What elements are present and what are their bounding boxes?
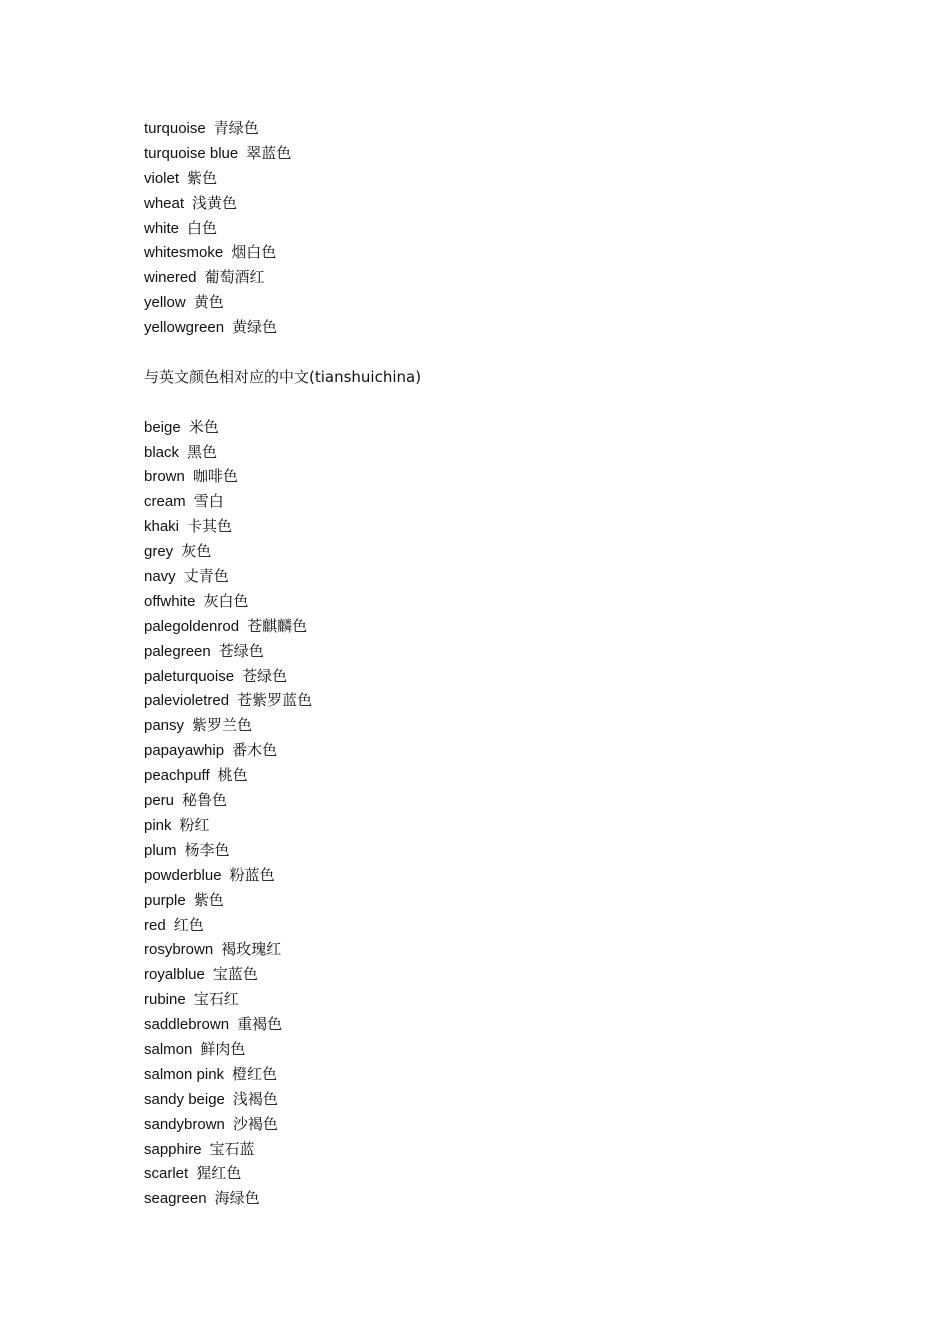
list-item xyxy=(144,838,864,863)
chinese-color-name: 黄绿色 xyxy=(232,318,278,337)
english-color-name: turquoise xyxy=(144,120,206,137)
english-color-name: grey xyxy=(144,543,174,561)
list-item xyxy=(144,614,864,639)
chinese-color-name: 苍绿色 xyxy=(242,666,288,685)
english-color-name: palevioletred xyxy=(144,692,230,710)
english-color-name: rubine xyxy=(144,991,186,1009)
chinese-color-name: 橙红色 xyxy=(232,1064,278,1083)
list-item xyxy=(144,788,864,813)
english-color-name: palegreen xyxy=(144,642,211,660)
list-item xyxy=(144,1186,864,1211)
list-item xyxy=(144,141,864,166)
list-item xyxy=(144,1062,864,1087)
color-list-continued xyxy=(144,116,864,340)
list-item xyxy=(144,639,864,664)
english-color-name: brown xyxy=(144,468,185,486)
english-color-name: sandybrown xyxy=(144,1115,225,1133)
section-heading: 与英文颜色相对应的中文(tianshuichina) xyxy=(144,367,422,386)
chinese-color-name: 黑色 xyxy=(187,442,218,461)
chinese-color-name: 沙褐色 xyxy=(232,1114,278,1133)
english-color-name: salmon xyxy=(144,1040,193,1058)
english-color-name: purple xyxy=(144,891,186,909)
list-item xyxy=(144,813,864,838)
list-item xyxy=(144,116,864,141)
english-color-name: yellowgreen xyxy=(144,319,225,337)
list-item xyxy=(144,1112,864,1137)
english-color-name: peru xyxy=(144,792,175,810)
chinese-color-name: 苍麒麟色 xyxy=(247,616,308,635)
list-item xyxy=(144,539,864,564)
english-color-name: paleturquoise xyxy=(144,667,235,685)
list-item xyxy=(144,738,864,763)
chinese-color-name: 杨李色 xyxy=(184,840,230,859)
english-color-name: khaki xyxy=(144,518,180,536)
list-item xyxy=(144,290,864,315)
blank-line xyxy=(144,340,864,365)
list-item xyxy=(144,1161,864,1186)
chinese-color-name: 咖啡色 xyxy=(192,467,238,486)
english-color-name: plum xyxy=(144,841,177,859)
chinese-color-name: 褐玫瑰红 xyxy=(221,940,282,959)
chinese-color-name: 青绿色 xyxy=(213,119,259,137)
list-item xyxy=(144,1012,864,1037)
chinese-color-name: 重褐色 xyxy=(237,1015,283,1034)
list-item xyxy=(144,265,864,290)
english-color-name: offwhite xyxy=(144,592,196,610)
chinese-color-name: 卡其色 xyxy=(187,517,233,536)
chinese-color-name: 丈青色 xyxy=(183,567,229,586)
list-item xyxy=(144,888,864,913)
chinese-color-name: 浅褐色 xyxy=(232,1089,278,1108)
list-item xyxy=(144,962,864,987)
english-color-name: cream xyxy=(144,493,186,511)
list-item xyxy=(144,514,864,539)
english-color-name: rosybrown xyxy=(144,941,214,959)
chinese-color-name: 葡萄酒红 xyxy=(204,268,265,287)
english-color-name: winered xyxy=(144,269,197,287)
chinese-color-name: 黄色 xyxy=(193,293,224,312)
chinese-color-name: 宝石蓝 xyxy=(209,1139,255,1158)
list-item xyxy=(144,1137,864,1162)
english-color-name: wheat xyxy=(144,194,185,212)
chinese-color-name: 粉蓝色 xyxy=(229,865,275,884)
chinese-color-name: 番木色 xyxy=(232,741,278,760)
english-color-name: whitesmoke xyxy=(144,244,224,262)
english-color-name: peachpuff xyxy=(144,767,210,785)
list-item xyxy=(144,763,864,788)
chinese-color-name: 紫罗兰色 xyxy=(192,716,253,735)
chinese-color-name: 宝石红 xyxy=(193,990,239,1009)
chinese-color-name: 米色 xyxy=(188,417,219,436)
chinese-color-name: 紫色 xyxy=(187,168,218,187)
english-color-name: red xyxy=(144,916,166,934)
english-color-name: salmon pink xyxy=(144,1065,225,1083)
list-item xyxy=(144,913,864,938)
english-color-name: scarlet xyxy=(144,1165,189,1183)
list-item xyxy=(144,1087,864,1112)
chinese-color-name: 桃色 xyxy=(217,766,248,785)
chinese-color-name: 雪白 xyxy=(193,492,224,511)
chinese-color-name: 海绿色 xyxy=(214,1189,260,1208)
chinese-color-name: 秘鲁色 xyxy=(182,791,228,810)
chinese-color-name: 猩红色 xyxy=(196,1164,242,1183)
english-color-name: palegoldenrod xyxy=(144,617,240,635)
english-color-name: turquoise blue xyxy=(144,144,239,162)
blank-line xyxy=(144,390,864,415)
list-item xyxy=(144,489,864,514)
chinese-color-name: 苍绿色 xyxy=(218,641,264,660)
english-color-name: beige xyxy=(144,418,181,436)
english-color-name: seagreen xyxy=(144,1190,207,1208)
list-item xyxy=(144,863,864,888)
list-item xyxy=(144,1037,864,1062)
chinese-color-name: 紫色 xyxy=(193,890,224,909)
chinese-color-name: 灰白色 xyxy=(203,591,249,610)
english-color-name: royalblue xyxy=(144,966,205,984)
list-item xyxy=(144,664,864,689)
chinese-color-name: 苍紫罗蓝色 xyxy=(237,691,313,710)
english-color-name: white xyxy=(144,219,180,237)
color-list xyxy=(144,415,864,1212)
english-color-name: saddlebrown xyxy=(144,1016,230,1034)
list-item xyxy=(144,440,864,465)
english-color-name: sandy beige xyxy=(144,1090,225,1108)
english-color-name: violet xyxy=(144,169,180,187)
list-item xyxy=(144,191,864,216)
list-item xyxy=(144,937,864,962)
list-item xyxy=(144,216,864,241)
list-item xyxy=(144,415,864,440)
chinese-color-name: 红色 xyxy=(173,915,204,934)
list-item xyxy=(144,240,864,265)
english-color-name: sapphire xyxy=(144,1140,202,1158)
list-item xyxy=(144,589,864,614)
document-page xyxy=(144,116,864,1211)
list-item xyxy=(144,987,864,1012)
english-color-name: pink xyxy=(144,816,172,834)
list-item xyxy=(144,564,864,589)
chinese-color-name: 浅黄色 xyxy=(192,193,238,212)
english-color-name: navy xyxy=(144,568,176,586)
english-color-name: pansy xyxy=(144,717,185,735)
list-item xyxy=(144,166,864,191)
chinese-color-name: 烟白色 xyxy=(231,243,277,262)
chinese-color-name: 宝蓝色 xyxy=(212,965,258,984)
chinese-color-name: 白色 xyxy=(187,218,218,237)
english-color-name: powderblue xyxy=(144,866,222,884)
list-item xyxy=(144,464,864,489)
english-color-name: yellow xyxy=(144,294,186,312)
chinese-color-name: 灰色 xyxy=(181,542,212,561)
list-item xyxy=(144,688,864,713)
chinese-color-name: 粉红 xyxy=(179,815,210,834)
chinese-color-name: 鲜肉色 xyxy=(200,1039,246,1058)
english-color-name: black xyxy=(144,443,180,461)
english-color-name: papayawhip xyxy=(144,742,225,760)
chinese-color-name: 翠蓝色 xyxy=(246,143,292,162)
list-item xyxy=(144,713,864,738)
list-item xyxy=(144,315,864,340)
